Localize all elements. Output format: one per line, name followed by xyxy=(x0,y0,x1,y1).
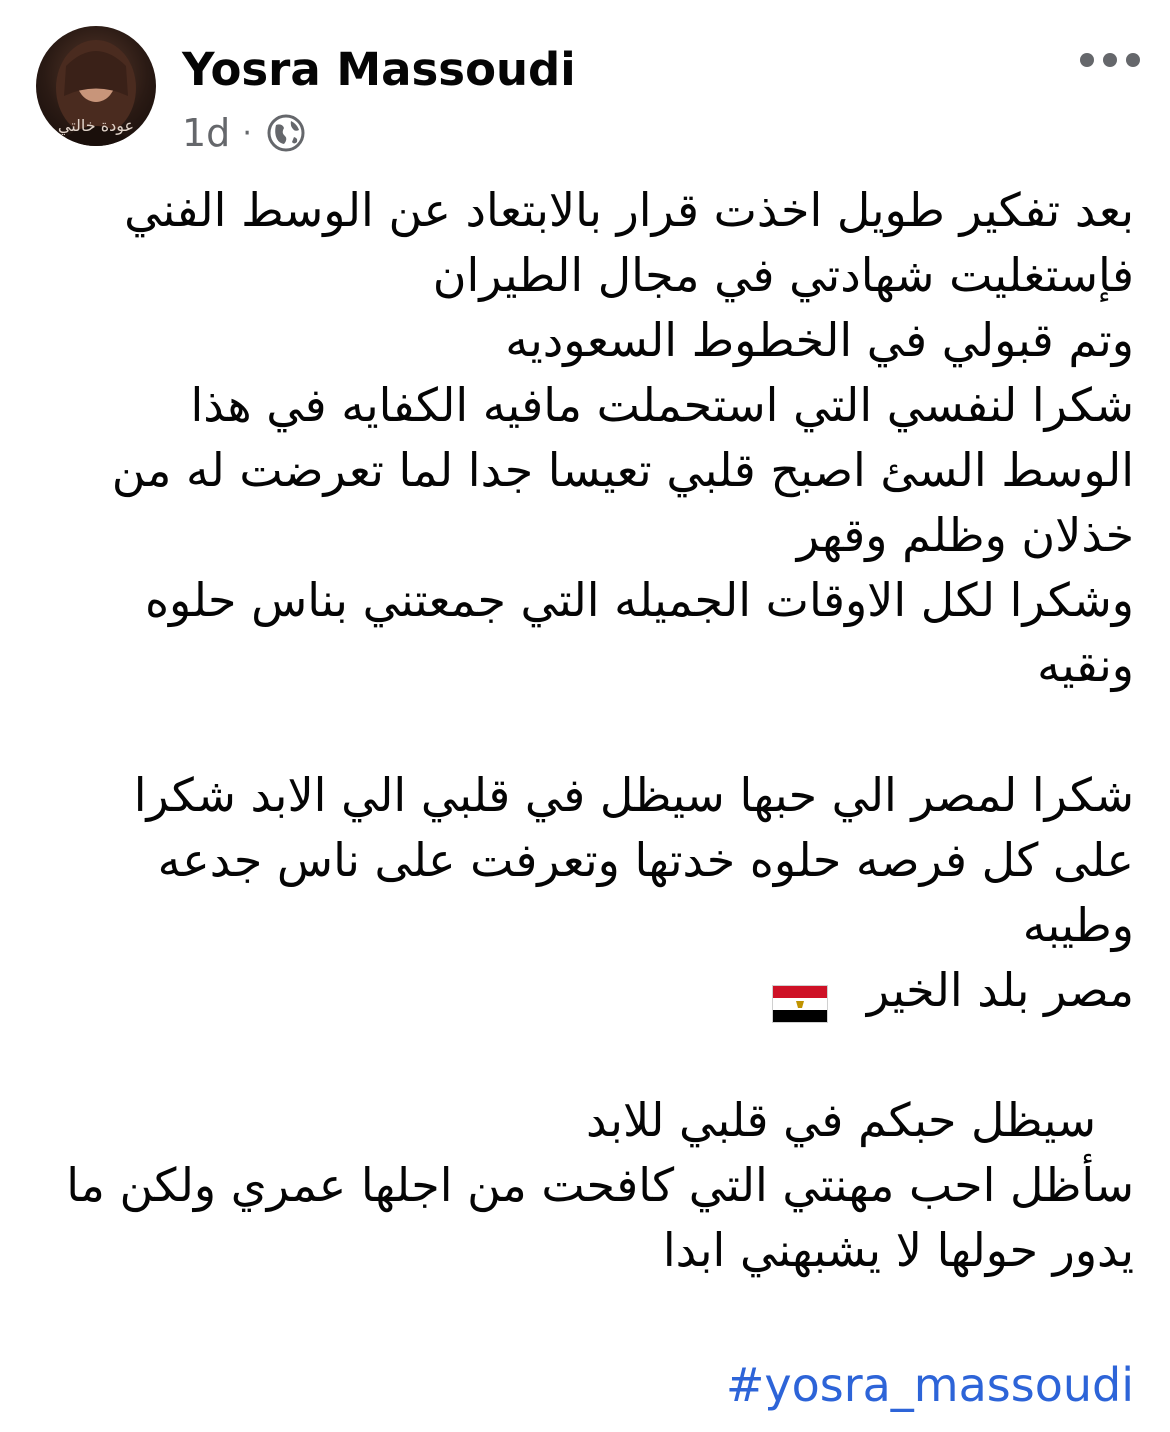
post-header xyxy=(0,0,1170,170)
more-dot xyxy=(1126,53,1140,67)
avatar-image xyxy=(36,26,156,146)
post-line: خذلان وظلم وقهر xyxy=(796,508,1134,562)
post-line: شكرا لنفسي التي استحملت مافيه الكفايه في هذا xyxy=(190,378,1134,432)
avatar-logo-text: عودة خالتي xyxy=(57,116,135,135)
post-timestamp[interactable]: 1d xyxy=(182,111,231,155)
egypt-flag-icon xyxy=(772,975,828,1013)
more-options-button[interactable] xyxy=(1080,40,1140,80)
author-name[interactable]: Yosra Massoudi xyxy=(182,43,576,96)
post-blank-line xyxy=(36,698,1134,763)
author-avatar[interactable] xyxy=(36,26,156,146)
hashtag-link[interactable]: #yosra_massoudi xyxy=(725,1358,1134,1412)
post-line: شكرا لمصر الي حبها سيظل في قلبي الي الابد شكرا xyxy=(133,768,1134,822)
more-horizontal-icon xyxy=(1080,53,1094,67)
post-line-with-flag xyxy=(36,958,1134,1023)
post-line: يدور حولها لا يشبهني ابدا xyxy=(662,1223,1134,1277)
post-line-text: مصر بلد الخير xyxy=(866,963,1134,1017)
post-line: سأظل احب مهنتي التي كافحت من اجلها عمري ولكن ما xyxy=(66,1158,1134,1212)
more-dot xyxy=(1103,53,1117,67)
post-line: الوسط السئ اصبح قلبي تعيسا جدا لما تعرضت له من xyxy=(111,443,1134,497)
post-blank-line xyxy=(36,1023,1134,1088)
post-line: سيظل حبكم في قلبي للابد xyxy=(586,1093,1096,1147)
post-meta xyxy=(182,108,306,158)
post-line: وشكرا لكل الاوقات الجميله التي جمعتني بناس حلوه xyxy=(144,573,1134,627)
post-line: فإستغليت شهادتي في مجال الطيران xyxy=(432,248,1134,302)
globe-icon[interactable] xyxy=(266,113,306,153)
post-line: على كل فرصه حلوه خدتها وتعرفت على ناس جدعه xyxy=(157,833,1134,887)
post-line: وتم قبولي في الخطوط السعوديه xyxy=(505,313,1134,367)
post-line: بعد تفكير طويل اخذت قرار بالابتعاد عن الوسط الفني xyxy=(124,183,1134,237)
post-line: ونقيه xyxy=(1037,638,1134,692)
post-text xyxy=(36,178,1134,1283)
meta-separator: · xyxy=(242,115,252,151)
post-line: وطيبه xyxy=(1022,898,1134,952)
